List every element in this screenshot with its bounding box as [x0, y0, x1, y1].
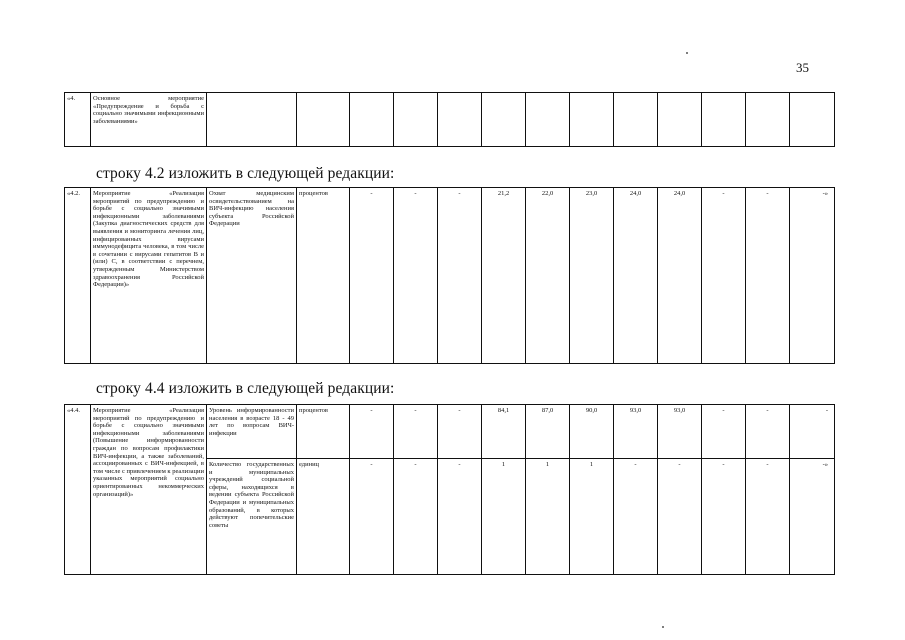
value-cell: -	[614, 459, 658, 575]
closing-cell: -»	[790, 459, 835, 575]
table-row-4	[64, 92, 835, 147]
value-cell	[790, 93, 835, 147]
value-cell: -	[350, 188, 394, 364]
row-number: «4.4.	[65, 405, 91, 575]
value-cell: 23,0	[570, 188, 614, 364]
measure-name: Мероприятие «Реализация мероприятий по предупреждению и борьбе с социально значимыми инфекционными заболеваниями (Повышение информированности граждан по вопросам профилактики ВИЧ-инфекции, а также заболеваний, ассоциированных с ВИЧ-инфекцией, в том числе с привлечением к реализации указанных мероприятий социально ориентированных некоммерческих организаций)»	[91, 405, 207, 575]
value-cell: -	[438, 188, 482, 364]
value-cell	[350, 93, 394, 147]
value-cell	[746, 93, 790, 147]
value-cell	[570, 93, 614, 147]
value-cell: -	[746, 188, 790, 364]
value-cell: 1	[482, 459, 526, 575]
closing-cell: -	[790, 405, 835, 459]
indicator-name: Охват медицинским освидетельствованием на ВИЧ-инфекцию населения субъекта Российской Федерации	[207, 188, 297, 364]
section-heading-4-2: строку 4.2 изложить в следующей редакции:	[96, 165, 395, 182]
value-cell: 22,0	[526, 188, 570, 364]
value-cell: 90,0	[570, 405, 614, 459]
value-cell	[438, 93, 482, 147]
scan-speck	[686, 52, 688, 54]
row-number: «4.2.	[65, 188, 91, 364]
value-cell: 21,2	[482, 188, 526, 364]
row-number: «4.	[65, 93, 91, 147]
page-number: 35	[796, 60, 809, 75]
table-row	[65, 93, 835, 147]
table-row	[65, 188, 835, 364]
unit-cell: процентов	[297, 188, 350, 364]
value-cell: 1	[526, 459, 570, 575]
value-cell	[526, 93, 570, 147]
value-cell	[702, 93, 746, 147]
value-cell: -	[746, 405, 790, 459]
value-cell: 87,0	[526, 405, 570, 459]
value-cell: 1	[570, 459, 614, 575]
value-cell	[394, 93, 438, 147]
value-cell: 93,0	[658, 405, 702, 459]
table-row-4-2	[64, 187, 835, 364]
measure-name: Основное мероприятие «Предупреждение и борьба с социально значимыми инфекционными заболеваниями»	[91, 93, 207, 147]
unit-cell: единиц	[297, 459, 350, 575]
indicator-name: Уровень информированности населения в возрасте 18 - 49 лет по вопросам ВИЧ-инфекции	[207, 405, 297, 459]
table-row-4-4	[64, 404, 835, 575]
value-cell	[482, 93, 526, 147]
value-cell: -	[702, 459, 746, 575]
value-cell: 93,0	[614, 405, 658, 459]
table-row	[65, 405, 835, 459]
measure-name: Мероприятие «Реализация мероприятий по предупреждению и борьбе с социально значимыми инфекционными заболеваниями (Закупка диагностических средств для выявления и мониторинга лечения лиц, инфицированных вирусами иммунодефицита человека, в том числе в сочетании с вирусами гепатитов В и (или) С, в соответствии с перечнем, утвержденным Министерством здравоохранения Российской Федерации)»	[91, 188, 207, 364]
value-cell: -	[350, 459, 394, 575]
value-cell: -	[702, 188, 746, 364]
value-cell: -	[394, 459, 438, 575]
unit-cell: процентов	[297, 405, 350, 459]
value-cell	[658, 93, 702, 147]
unit-cell	[297, 93, 350, 147]
value-cell: 24,0	[614, 188, 658, 364]
value-cell	[614, 93, 658, 147]
scan-speck	[662, 626, 664, 628]
indicator-cell	[207, 93, 297, 147]
value-cell: -	[394, 188, 438, 364]
indicator-name: Количество государственных и муниципальных учреждений социальной сферы, находящихся в ведении субъекта Российской Федерации и муниципальных образований, в которых действуют попечительские советы	[207, 459, 297, 575]
value-cell: -	[746, 459, 790, 575]
value-cell: -	[438, 405, 482, 459]
section-heading-4-4: строку 4.4 изложить в следующей редакции:	[96, 380, 395, 397]
value-cell: -	[438, 459, 482, 575]
value-cell: 84,1	[482, 405, 526, 459]
closing-cell: -»	[790, 188, 835, 364]
value-cell: -	[658, 459, 702, 575]
value-cell: 24,0	[658, 188, 702, 364]
value-cell: -	[394, 405, 438, 459]
value-cell: -	[350, 405, 394, 459]
value-cell: -	[702, 405, 746, 459]
